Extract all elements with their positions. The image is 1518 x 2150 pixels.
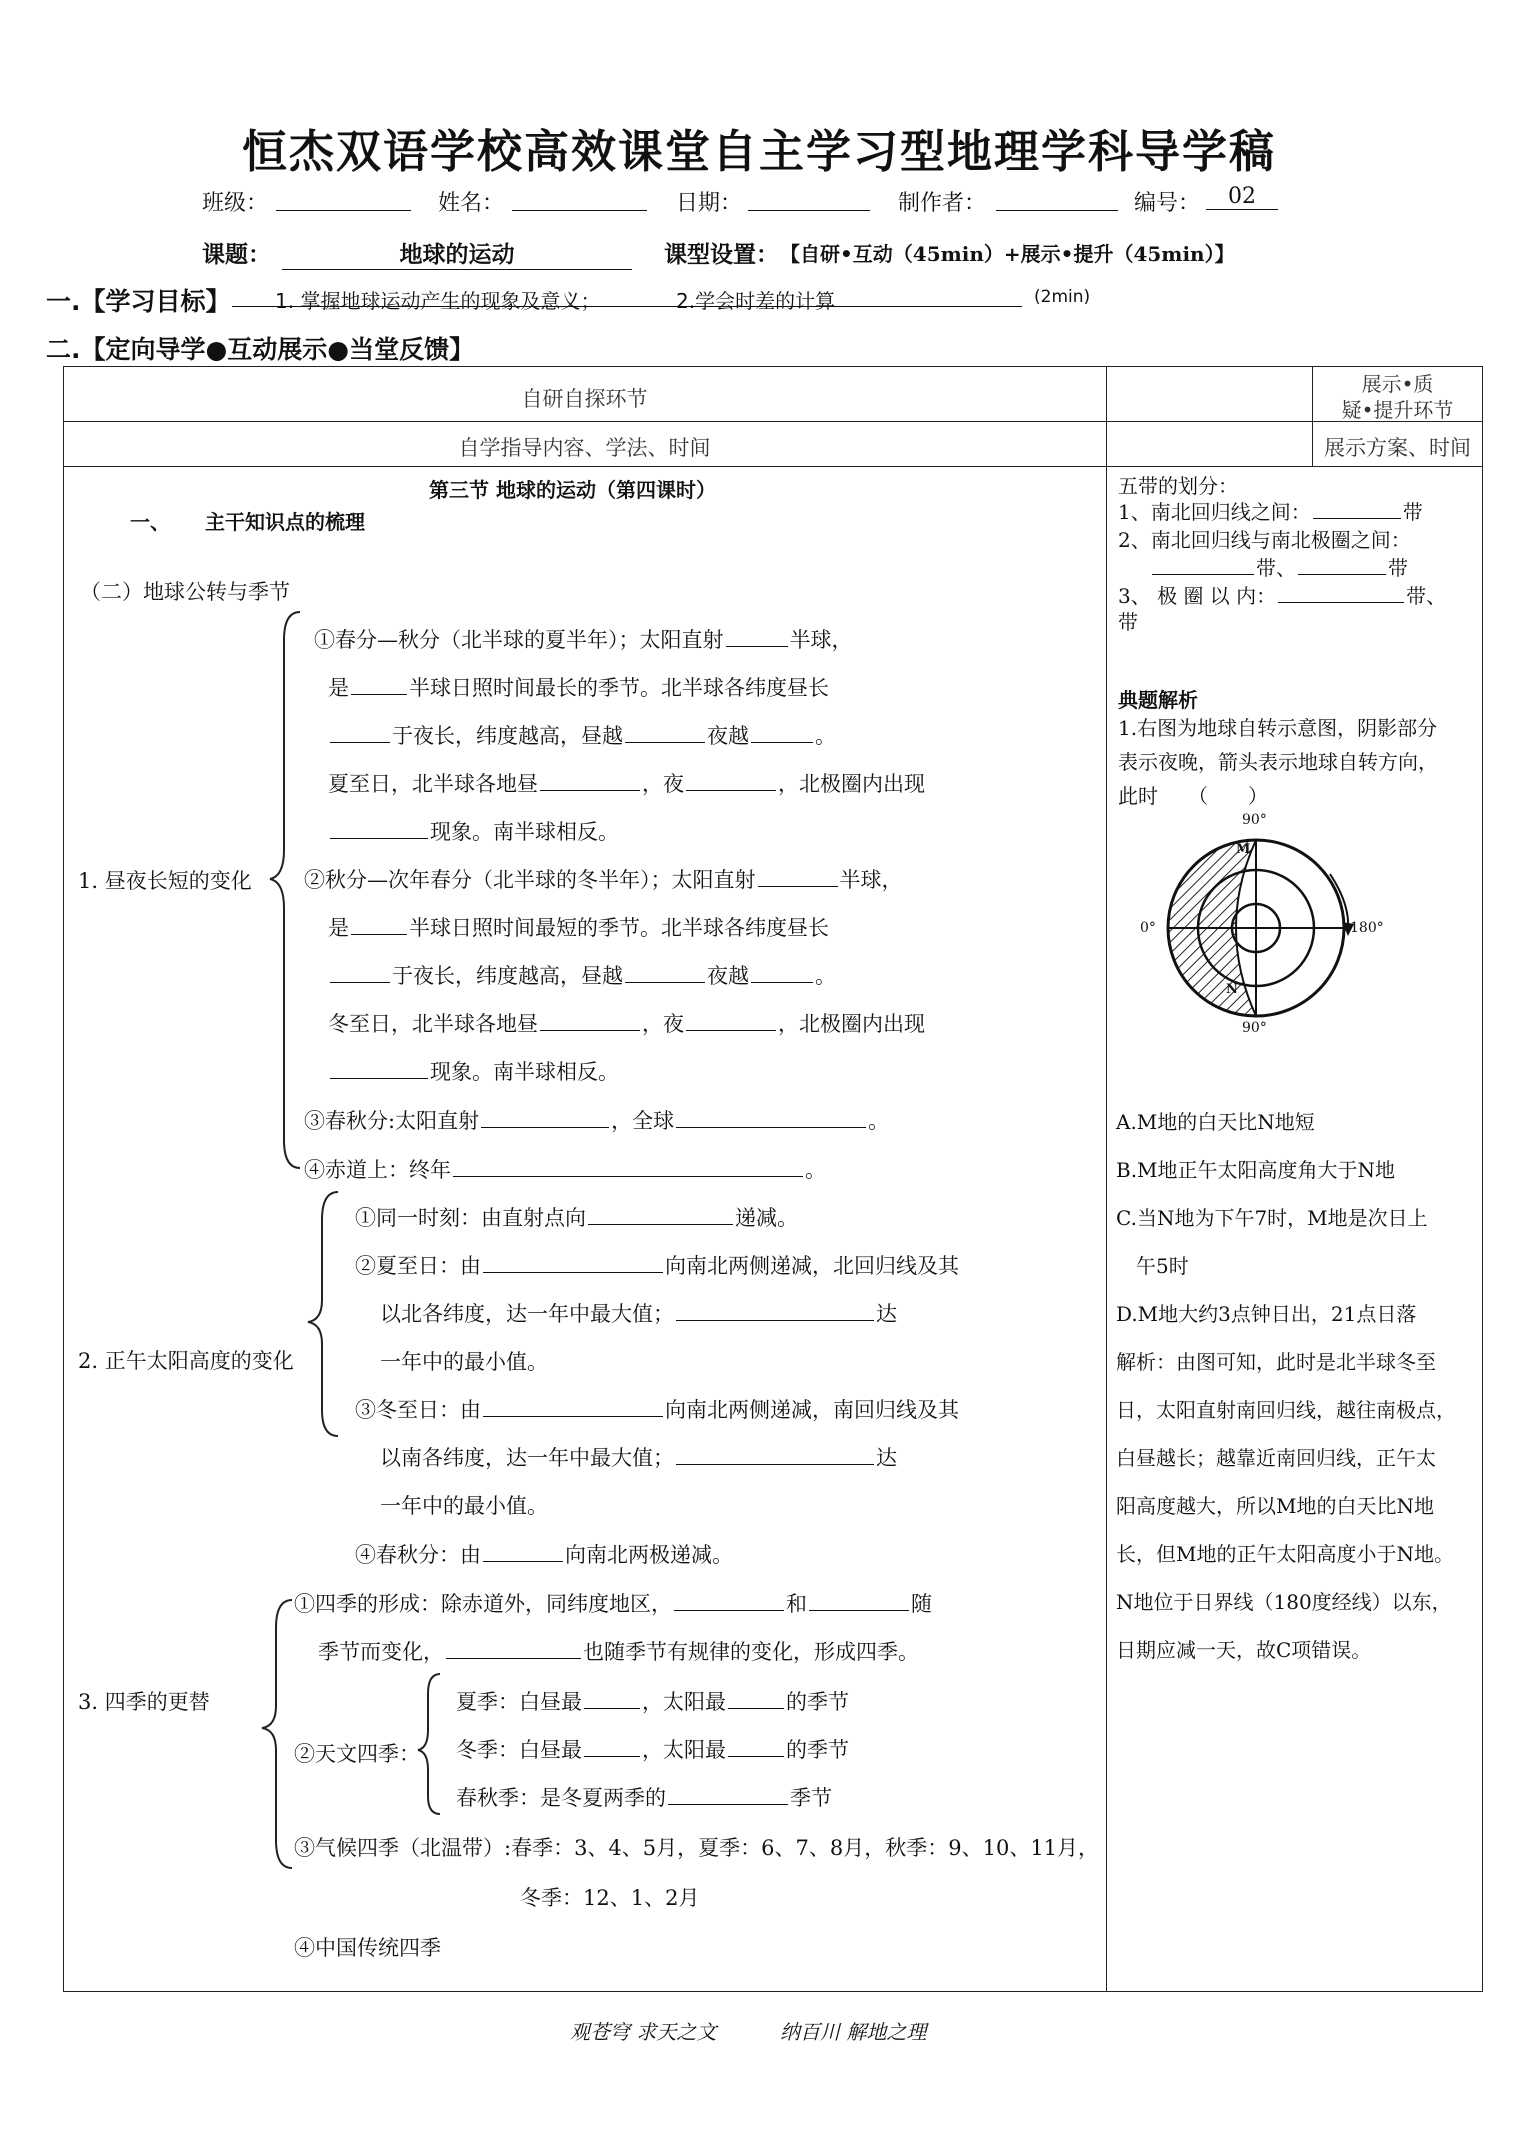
t3-climate-seasons: ③气候四季（北温带）:春季：3、4、5月，夏季：6、7、8月，秋季：9、10、11月，: [294, 1836, 1100, 1860]
t2-line-5: ③冬至日：由 向南北两侧递减，南回归线及其: [355, 1398, 959, 1422]
explain-7: 日期应减一天，故C项错误。: [1116, 1638, 1372, 1662]
header-self-study: 自研自探环节: [521, 387, 648, 411]
t2-line-7: 一年中的最小值。: [380, 1494, 548, 1518]
t1-line-8: 于夜长，纬度越高，昼越 夜越 。: [328, 960, 836, 990]
footer-motto-2: 纳百川 解地之理: [780, 2020, 927, 2044]
class-label: 班级：: [202, 191, 269, 216]
diagram-label-left: 0°: [1140, 920, 1156, 936]
explain-1: 解析：由图可知，此时是北半球冬至: [1116, 1350, 1436, 1374]
t3-summer: 夏季：白昼最 ，太阳最 的季节: [456, 1690, 849, 1714]
date-label: 日期：: [676, 191, 743, 216]
goal-time: (2min): [1034, 287, 1091, 307]
diagram-label-right: 180°: [1350, 920, 1384, 936]
topic-seasons: 3. 四季的更替: [78, 1690, 210, 1714]
t1-line-9: 冬至日，北半球各地昼 ，夜 ，北极圈内出现: [328, 1012, 925, 1036]
zone-1: 1、南北回归线之间： 带: [1118, 500, 1423, 524]
t1-line-10: 现象。南半球相反。: [328, 1056, 619, 1086]
header-show-b: 疑•提升环节: [1341, 398, 1454, 422]
zone-3: 3、 极 圈 以 内： 带、: [1118, 584, 1447, 608]
t1-line-7: 是 半球日照时间最短的季节。北半球各纬度昼长: [328, 916, 829, 940]
zones-title: 五带的划分：: [1118, 474, 1238, 498]
t2-line-1: ①同一时刻：由直射点向 递减。: [355, 1206, 798, 1230]
explain-4: 阳高度越大，所以M地的白天比N地: [1116, 1494, 1434, 1518]
subsection-title: （二）地球公转与季节: [80, 580, 290, 604]
goal-2: 2.学会时差的计算: [676, 289, 836, 313]
header-show-a: 展示•质: [1361, 372, 1434, 396]
topic-label: 课题：: [202, 241, 271, 268]
t3-astro-label: ②天文四季：: [294, 1742, 420, 1766]
earth-rotation-diagram: [1130, 812, 1450, 1052]
t2-line-8: ④春秋分：由 向南北两极递减。: [355, 1543, 733, 1567]
header-guide: 自学指导内容、学法、时间: [458, 436, 711, 460]
topic-noon-sun-height: 2. 正午太阳高度的变化: [78, 1349, 294, 1373]
option-b: B.M地正午太阳高度角大于N地: [1116, 1158, 1396, 1182]
type-label: 课型设置：: [664, 241, 779, 268]
topic-day-night-length: 1. 昼夜长短的变化: [78, 869, 252, 893]
t2-line-2: ②夏至日：由 向南北两侧递减，北回归线及其: [355, 1254, 959, 1278]
t2-line-6: 以南各纬度，达一年中最大值； 达: [380, 1446, 897, 1470]
diagram-label-bottom: 90°: [1242, 1020, 1267, 1036]
column-divider: [1106, 366, 1107, 1992]
name-label: 姓名：: [438, 191, 505, 216]
t3-spring-autumn: 春秋季：是冬夏两季的 季节: [456, 1786, 832, 1810]
part-number: 一、: [130, 510, 170, 534]
t3-line-1: ①四季的形成：除赤道外，同纬度地区， 和 随: [294, 1592, 932, 1616]
explain-2: 日，太阳直射南回归线，越往南极点，: [1116, 1398, 1456, 1422]
zone-2-blanks: 带、 带: [1150, 552, 1408, 581]
section-title: 第三节 地球的运动（第四课时）: [429, 478, 716, 502]
goal-1: 1. 掌握地球运动产生的现象及意义；: [275, 289, 601, 313]
question-line-1: 1.右图为地球自转示意图，阴影部分: [1118, 716, 1438, 740]
t2-line-4: 一年中的最小值。: [380, 1350, 548, 1374]
option-c: C.当N地为下午7时，M地是次日上: [1116, 1206, 1428, 1230]
page-title: 恒杰双语学校高效课堂自主学习型地理学科导学稿: [241, 125, 1276, 178]
question-line-2: 表示夜晚，箭头表示地球自转方向，: [1118, 750, 1438, 774]
option-d: D.M地大约3点钟日出，21点日落: [1116, 1302, 1417, 1326]
t3-winter: 冬季：白昼最 ，太阳最 的季节: [456, 1738, 849, 1762]
t1-line-3: 于夜长，纬度越高，昼越 夜越 。: [328, 720, 836, 750]
explain-5: 长，但M地的正午太阳高度小于N地。: [1116, 1542, 1454, 1566]
diagram-label-m: M: [1236, 842, 1251, 857]
number-label: 编号：: [1134, 191, 1201, 216]
question-line-3: 此时 （ ）: [1118, 784, 1268, 808]
t1-line-6: ②秋分—次年春分（北半球的冬半年）；太阳直射 半球，: [304, 868, 903, 892]
t1-line-1: ①春分—秋分（北半球的夏半年）；太阳直射 半球，: [314, 628, 853, 652]
section-goals-label: 一.【学习目标】: [46, 287, 231, 316]
zone-2: 2、南北回归线与南北极圈之间：: [1118, 528, 1411, 552]
author-field[interactable]: [996, 210, 1118, 211]
author-label: 制作者：: [898, 191, 987, 216]
t1-line-11: ③春秋分:太阳直射 ，全球 。: [304, 1109, 890, 1133]
date-field[interactable]: [748, 210, 870, 211]
part-title: 主干知识点的梳理: [205, 510, 365, 534]
diagram-label-top: 90°: [1242, 812, 1267, 828]
zone-3-end: 带: [1118, 610, 1138, 634]
table-divider: [63, 421, 1483, 422]
t3-chinese-seasons: ④中国传统四季: [294, 1936, 441, 1960]
option-c-cont: 午5时: [1116, 1254, 1189, 1278]
section-guide-label: 二.【定向导学●互动展示●当堂反馈】: [46, 335, 475, 364]
header-plan: 展示方案、时间: [1324, 436, 1471, 460]
footer-motto-1: 观苍穹 求天之文: [570, 2020, 717, 2044]
class-field[interactable]: [276, 210, 411, 211]
t1-line-2: 是 半球日照时间最长的季节。北半球各纬度昼长: [328, 676, 829, 700]
diagram-label-n: N: [1226, 982, 1238, 997]
topic-value: 地球的运动: [282, 236, 632, 270]
t1-line-5: 现象。南半球相反。: [328, 816, 619, 846]
name-field[interactable]: [512, 210, 647, 211]
analysis-title: 典题解析: [1118, 688, 1198, 712]
t3-winter-months: 冬季：12、1、2月: [520, 1886, 700, 1910]
type-value: 【自研•互动（45min）+展示•提升（45min）】: [780, 242, 1235, 266]
option-a: A.M地的白天比N地短: [1116, 1110, 1315, 1134]
number-value: 02: [1206, 184, 1278, 210]
table-divider: [63, 466, 1483, 467]
t1-line-12: ④赤道上：终年 。: [304, 1158, 826, 1182]
explain-6: N地位于日界线（180度经线）以东，: [1116, 1590, 1452, 1614]
t3-line-2: 季节而变化， 也随季节有规律的变化，形成四季。: [318, 1640, 919, 1664]
t1-line-4: 夏至日，北半球各地昼 ，夜 ，北极圈内出现: [328, 772, 925, 796]
explain-3: 白昼越长；越靠近南回归线，正午太: [1116, 1446, 1436, 1470]
t2-line-3: 以北各纬度，达一年中最大值； 达: [380, 1302, 897, 1326]
